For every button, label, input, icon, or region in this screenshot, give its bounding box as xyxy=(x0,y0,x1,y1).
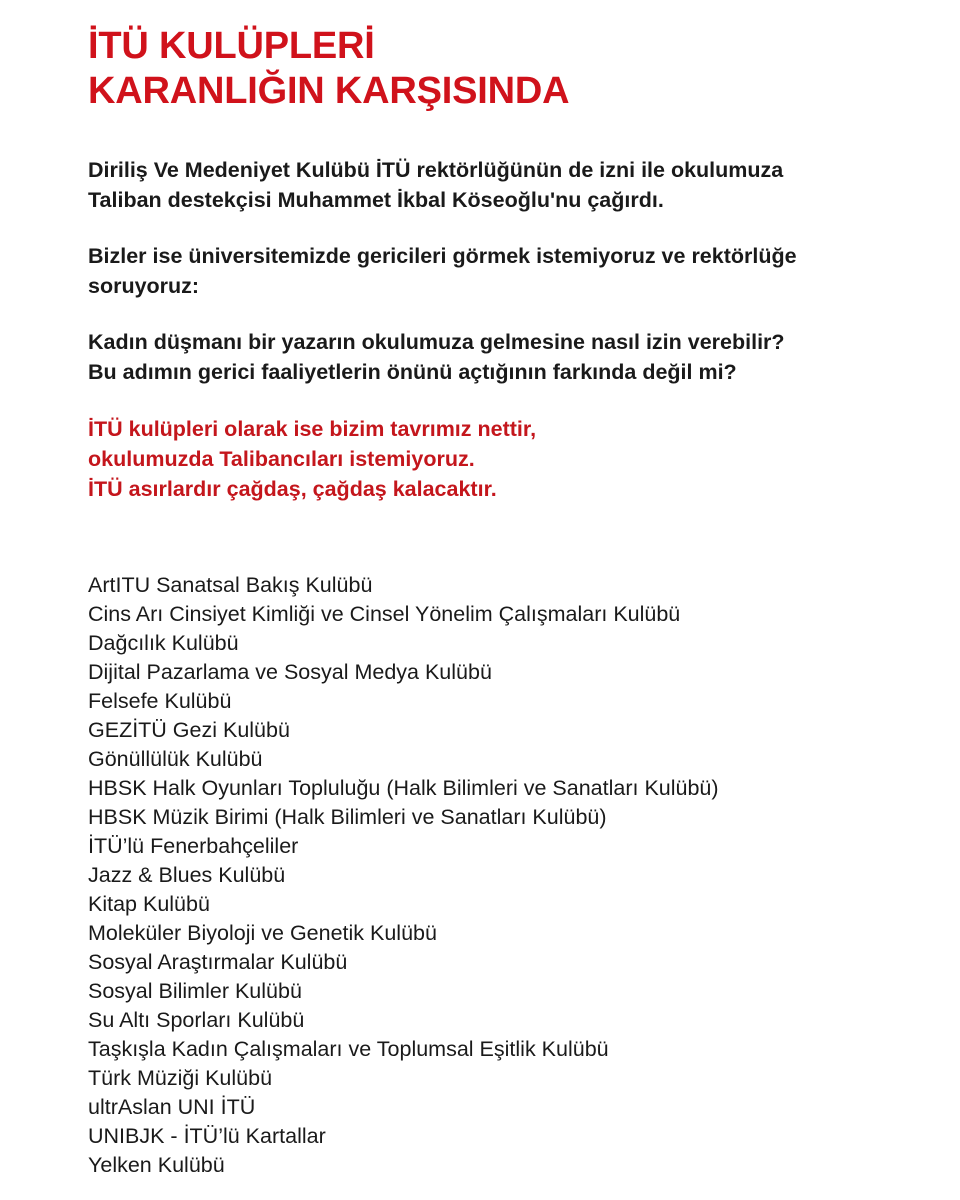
paragraph-line: Taliban destekçisi Muhammet İkbal Köseoğlu'nu çağırdı. xyxy=(88,188,664,212)
club-signatories-list xyxy=(88,571,719,1180)
title-line-1: İTÜ KULÜPLERİ xyxy=(88,25,375,67)
club-item: UNIBJK - İTÜ’lü Kartallar xyxy=(88,1124,326,1148)
club-item: HBSK Halk Oyunları Topluluğu (Halk Bilimleri ve Sanatları Kulübü) xyxy=(88,776,719,800)
paragraph-questions xyxy=(88,327,908,387)
paragraph-stance xyxy=(88,414,908,504)
title-line-2: KARANLIĞIN KARŞISINDA xyxy=(88,70,570,112)
club-item: Dijital Pazarlama ve Sosyal Medya Kulübü xyxy=(88,660,492,684)
club-item: Felsefe Kulübü xyxy=(88,689,232,713)
paragraph-line: soruyoruz: xyxy=(88,274,200,298)
club-item: Kitap Kulübü xyxy=(88,892,210,916)
paragraph-line: İTÜ asırlardır çağdaş, çağdaş kalacaktır. xyxy=(88,477,497,501)
club-item: Moleküler Biyoloji ve Genetik Kulübü xyxy=(88,921,437,945)
club-item: Taşkışla Kadın Çalışmaları ve Toplumsal Eşitlik Kulübü xyxy=(88,1037,609,1061)
page-title xyxy=(88,24,569,114)
club-item: Jazz & Blues Kulübü xyxy=(88,863,286,887)
club-item: Sosyal Bilimler Kulübü xyxy=(88,979,302,1003)
paragraph-invitation xyxy=(88,155,908,215)
club-item: Su Altı Sporları Kulübü xyxy=(88,1008,305,1032)
club-item: HBSK Müzik Birimi (Halk Bilimleri ve Sanatları Kulübü) xyxy=(88,805,607,829)
paragraph-line: İTÜ kulüpleri olarak ise bizim tavrımız nettir, xyxy=(88,417,537,441)
paragraph-line: Diriliş Ve Medeniyet Kulübü İTÜ rektörlüğünün de izni ile okulumuza xyxy=(88,158,784,182)
club-item: Gönüllülük Kulübü xyxy=(88,747,263,771)
paragraph-line: Bu adımın gerici faaliyetlerin önünü açtığının farkında değil mi? xyxy=(88,360,737,384)
club-item: Cins Arı Cinsiyet Kimliği ve Cinsel Yönelim Çalışmaları Kulübü xyxy=(88,602,681,626)
club-item: ArtITU Sanatsal Bakış Kulübü xyxy=(88,573,373,597)
club-item: ultrAslan UNI İTÜ xyxy=(88,1095,256,1119)
club-item: Türk Müziği Kulübü xyxy=(88,1066,273,1090)
club-item: Sosyal Araştırmalar Kulübü xyxy=(88,950,348,974)
paragraph-line: Kadın düşmanı bir yazarın okulumuza gelmesine nasıl izin verebilir? xyxy=(88,330,785,354)
paragraph-line: okulumuzda Talibancıları istemiyoruz. xyxy=(88,447,475,471)
club-item: GEZİTÜ Gezi Kulübü xyxy=(88,718,290,742)
club-item: İTÜ’lü Fenerbahçeliler xyxy=(88,834,299,858)
paragraph-question-intro xyxy=(88,241,908,301)
club-item: Yelken Kulübü xyxy=(88,1153,225,1177)
paragraph-line: Bizler ise üniversitemizde gericileri görmek istemiyoruz ve rektörlüğe xyxy=(88,244,797,268)
club-item: Dağcılık Kulübü xyxy=(88,631,239,655)
